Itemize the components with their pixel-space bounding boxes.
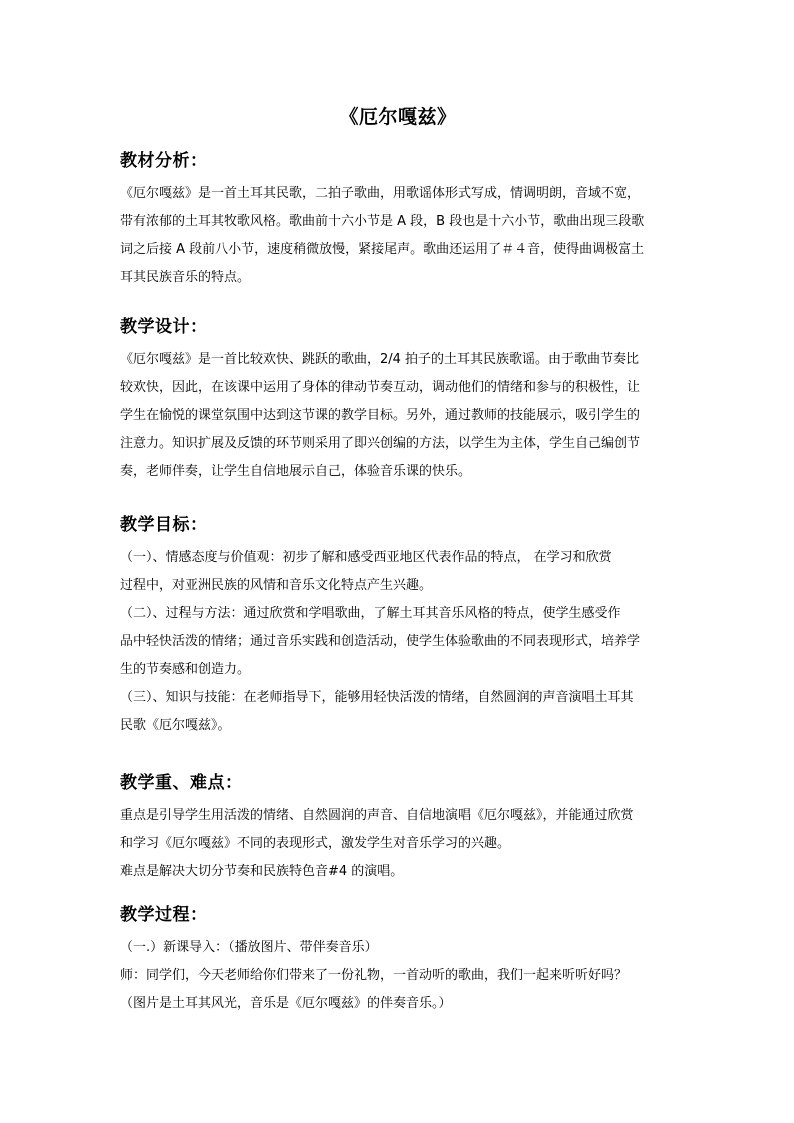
text-line: 学生在愉悦的课堂氛围中达到这节课的教学目标。另外，通过教师的技能展示，吸引学生的	[120, 408, 641, 423]
text-line: 《厄尔嘎兹》是一首比较欢快、跳跃的歌曲，2/4 拍子的土耳其民族歌谣。由于歌曲节奏比	[120, 352, 640, 367]
section-paragraph	[120, 802, 676, 886]
text-line: （一）、情感态度与价值观：初步了解和感受西亚地区代表作品的特点， 在学习和欣赏	[120, 550, 612, 565]
section-key-difficult-points	[120, 770, 676, 886]
text-line: 生的节奏感和创造力。	[120, 662, 251, 677]
section-paragraph	[120, 180, 676, 292]
section-teaching-goals	[120, 512, 676, 740]
section-teaching-process	[120, 902, 676, 1018]
text-line: （二）、过程与方法：通过欣赏和学唱歌曲，了解土耳其音乐风格的特点，使学生感受作	[120, 606, 621, 621]
document-title: 《厄尔嘎兹》	[339, 106, 457, 128]
section-heading: 教学重、难点：	[120, 773, 243, 793]
text-line: 难点是解决大切分节奏和民族特色音#4 的演唱。	[120, 864, 404, 879]
section-teaching-design	[120, 314, 676, 486]
text-line: （三）、知识与技能：在老师指导下，能够用轻快活泼的情绪，自然圆润的声音演唱土耳其	[120, 690, 634, 705]
text-line: （图片是土耳其风光，音乐是《厄尔嘎兹》的伴奏音乐。）	[120, 996, 452, 1011]
section-paragraph	[120, 346, 676, 486]
document-content	[120, 104, 676, 1011]
text-line: 过程中，对亚洲民族的风情和音乐文化特点产生兴趣。	[120, 578, 433, 593]
text-line: 重点是引导学生用活泼的情绪、自然圆润的声音、自信地演唱《厄尔嘎兹》，并能通过欣赏	[120, 808, 634, 823]
text-line: 品中轻快活泼的情绪；通过音乐实践和创造活动，使学生体验歌曲的不同表现形式，培养学	[120, 634, 641, 649]
text-line: 奏，老师伴奏，让学生自信地展示自己，体验音乐课的快乐。	[120, 464, 472, 479]
text-line: 耳其民族音乐的特点。	[120, 270, 251, 285]
section-heading: 教学目标：	[120, 515, 208, 535]
text-line: 和学习《厄尔嘎兹》不同的表现形式，激发学生对音乐学习的兴趣。	[120, 836, 511, 851]
text-line: 词之后接 A 段前八小节，速度稍微放慢，紧接尾声。歌曲还运用了＃４音，使得曲调极富土	[120, 242, 645, 257]
section-heading: 教材分析：	[120, 151, 208, 171]
section-material-analysis	[120, 148, 676, 292]
text-line: 较欢快，因此，在该课中运用了身体的律动节奏互动，调动他们的情绪和参与的积极性，让	[120, 380, 641, 395]
text-line: 《厄尔嘎兹》是一首土耳其民歌，二拍子歌曲，用歌谣体形式写成，情调明朗，音域不宽，	[120, 186, 641, 201]
section-heading: 教学设计：	[120, 317, 208, 337]
section-paragraph	[120, 544, 676, 740]
text-line: 注意力。知识扩展及反馈的环节则采用了即兴创编的方法，以学生为主体，学生自己编创节	[120, 436, 641, 451]
text-line: 师：同学们，今天老师给你们带来了一份礼物，一首动听的歌曲，我们一起来听听好吗？	[120, 968, 628, 983]
text-line: 民歌《厄尔嘎兹》。	[120, 718, 231, 733]
section-paragraph	[120, 934, 676, 1018]
text-line: 带有浓郁的土耳其牧歌风格。歌曲前十六小节是 A 段，B 段也是十六小节，歌曲出现三段歌	[120, 214, 645, 229]
section-heading: 教学过程：	[120, 905, 208, 925]
text-line: （一.）新课导入：（播放图片、带伴奏音乐）	[120, 940, 378, 955]
